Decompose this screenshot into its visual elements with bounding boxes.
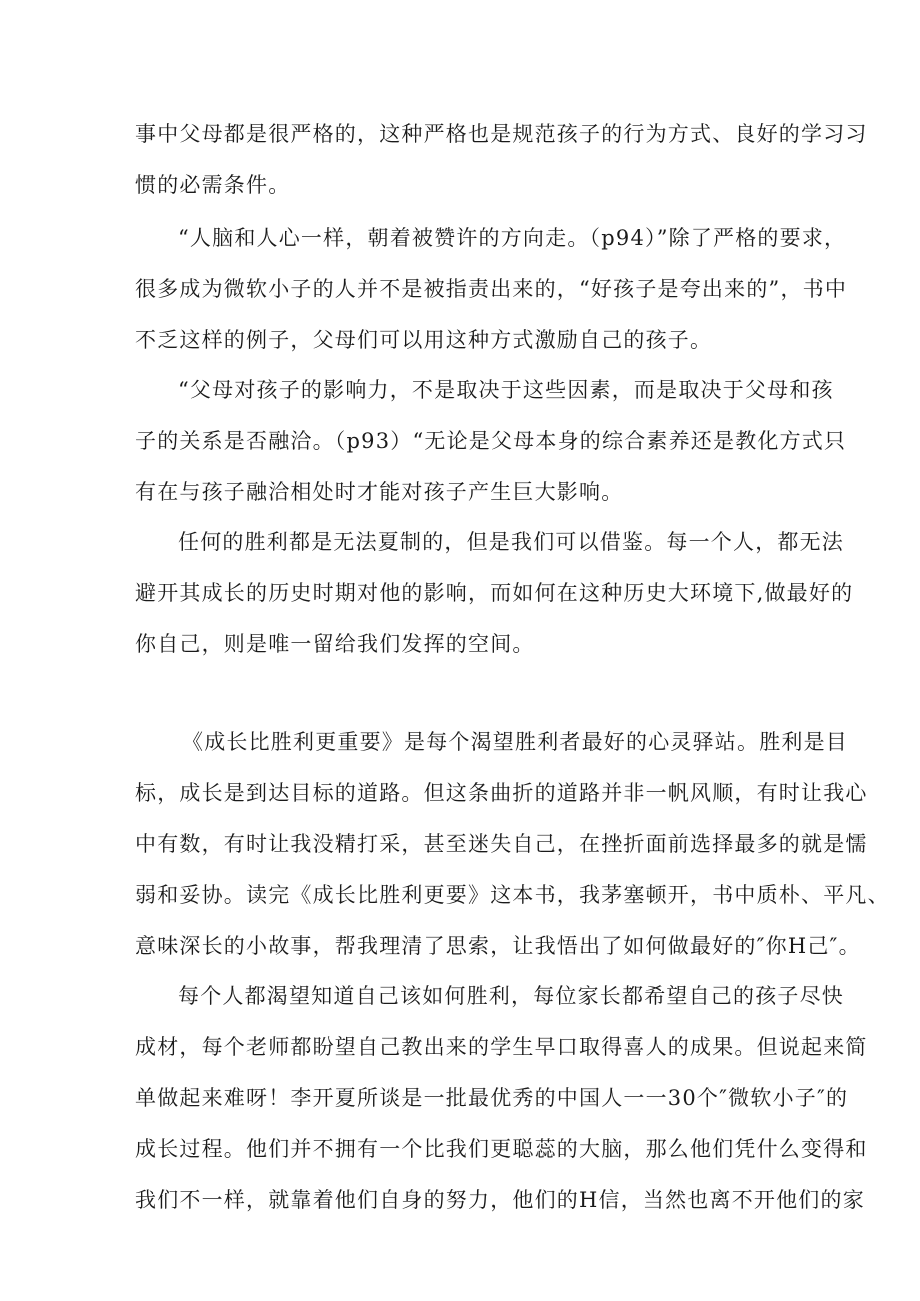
text-line: 有在与孩子融洽相处时才能对孩子产生巨大影响。 bbox=[135, 480, 624, 504]
text-line: 惯的必需条件。 bbox=[135, 173, 291, 197]
text-line: “父母对孩子的影响力，不是取决于这些因素，而是取决于父母和孩 bbox=[178, 378, 834, 402]
text-line: 子的关系是否融洽。（p93）“无论是父母本身的综合素养还是教化方式只 bbox=[135, 429, 847, 453]
text-line: 每个人都渴望知道自己该如何胜利，每位家长都希望自己的孩子尽快 bbox=[178, 984, 844, 1008]
text-line: 事中父母都是很严格的，这种严格也是规范孩子的行为方式、良好的学习习 bbox=[135, 122, 868, 146]
text-line: 弱和妥协。读完《成长比胜利更要》这本书，我茅塞顿开，书中质朴、平凡、 bbox=[135, 883, 890, 907]
text-line: 中有数，有时让我没精打采，甚至迷失自己，在挫折面前选择最多的就是懦 bbox=[135, 832, 868, 856]
text-line: 我们不一样，就靠着他们自身的努力，他们的H信，当然也离不开他们的家 bbox=[135, 1188, 865, 1212]
text-line: 成材，每个老师都盼望自己教出来的学生早口取得喜人的成果。但说起来简 bbox=[135, 1035, 868, 1059]
text-line: 《成长比胜利更重要》是每个渴望胜利者最好的心灵驿站。胜利是目 bbox=[182, 730, 848, 754]
text-line: 意味深长的小故事，帮我理清了思索，让我悟出了如何做最好的″你H己″。 bbox=[135, 934, 861, 958]
text-line: 标，成长是到达目标的道路。但这条曲折的道路并非一帆风顺，有时让我心 bbox=[135, 781, 868, 805]
text-line: 成长过程。他们并不拥有一个比我们更聪蕊的大脑，那么他们凭什么变得和 bbox=[135, 1137, 868, 1161]
text-line: 单做起来难呀！李开夏所谈是一批最优秀的中国人一一30个″微软小子″的 bbox=[135, 1086, 849, 1110]
text-line: 任何的胜利都是无法夏制的，但是我们可以借鉴。每一个人，都无法 bbox=[178, 530, 844, 554]
text-line: 很多成为微软小子的人并不是被指责出来的，“好孩子是夸出来的”，书中 bbox=[135, 277, 848, 301]
text-line: 不乏这样的例子，父母们可以用这种方式激励自己的孩子。 bbox=[135, 328, 713, 352]
text-line: 你自己，则是唯一留给我们发挥的空间。 bbox=[135, 632, 535, 656]
text-line: “人脑和人心一样，朝着被赞许的方向走。（p94）”除了严格的要求， bbox=[178, 226, 847, 250]
text-line: 避开其成长的历史时期对他的影响，而如何在这种历史大环境下,做最好的 bbox=[135, 581, 854, 605]
